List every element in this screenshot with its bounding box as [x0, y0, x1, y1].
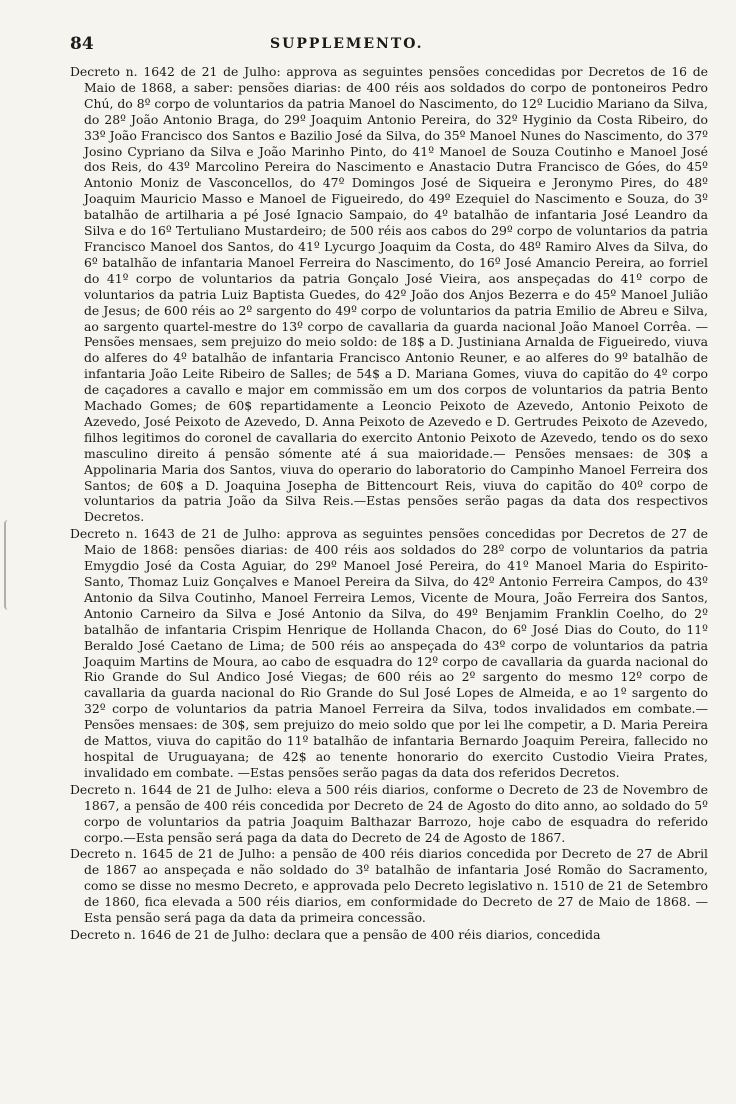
running-head: SUPPLEMENTO.: [270, 36, 424, 52]
decree-entry: Decreto n. 1642 de 21 de Julho: approva as seguintes pensões concedidas por Decretos de 16 de Maio de 1868, a saber: pensões diarias: de 400 réis aos soldados do corpo de pontoneiros Pedro Chú, do 8º corpo de voluntarios da patria Manoel do Nascimento, do 12º Lucidio Mariano da Silva, do 28º João Antonio Braga, do 29º Joaquim Antonio Pereira, do 32º Hyginio da Costa Ribeiro, do 33º João Francisco dos Santos e Bazilio José da Silva, do 35º Manoel Nunes do Nascimento, do 37º Josino Cypriano da Silva e João Marinho Pinto, do 41º Manoel de Souza Coutinho e Manoel José dos Reis, do 43º Marcolino Pereira do Nascimento e Anastacio Dutra Francisco de Góes, do 45º Antonio Moniz de Vasconcellos, do 47º Domingos José de Siqueira e Jeronymo Pires, do 48º Joaquim Mauricio Masso e Manoel de Figueiredo, do 49º Ezequiel do Nascimento e Souza, do 3º batalhão de artilharia a pé José Ignacio Sampaio, do 4º batalhão de infantaria José Leandro da Silva e do 16º Tertuliano Mustardeiro; de 500 réis aos cabos do 29º corpo de voluntarios da patria Francisco Manoel dos Santos, do 41º Lycurgo Joaquim da Costa, do 48º Ramiro Alves da Silva, do 6º batalhão de infantaria Manoel Ferreira do Nascimento, do 16º José Amancio Pereira, ao forriel do 41º corpo de voluntarios da patria Gonçalo José Vieira, aos anspeçadas do 41º corpo de voluntarios da patria Luiz Baptista Guedes, do 42º João dos Anjos Bezerra e do 45º Manoel Julião de Jesus; de 600 réis ao 2º sargento do 49º corpo de voluntarios da patria Emilio de Abreu e Silva, ao sargento quartel-mestre do 13º corpo de cavallaria da guarda nacional João Manoel Corrêa. —Pensões mensaes, sem prejuizo do meio soldo: de 18$ a D. Justiniana Arnalda de Figueiredo, viuva do alferes do 4º batalhão de infantaria Francisco Antonio Reuner, e ao alferes do 9º batalhão de infantaria João Leite Ribeiro de Salles; de 54$ a D. Mariana Gomes, viuva do capitão do 4º corpo de caçadores a cavallo e major em commissão em um dos corpos de voluntarios da patria Bento Machado Gomes; de 60$ repartidamente a Leoncio Peixoto de Azevedo, Antonio Peixoto de Azevedo, José Peixoto de Azevedo, D. Anna Peixoto de Azevedo e D. Gertrudes Peixoto de Azevedo, filhos legitimos do coronel de cavallaria do exercito Antonio Peixoto de Azevedo, tendo os do sexo masculino direito á pensão sómente até á sua maioridade.— Pensões mensaes: de 30$ a Appolinaria Maria dos Santos, viuva do operario do laboratorio do Campinho Manoel Ferreira dos Santos; de 60$ a D. Joaquina Josepha de Bittencourt Reis, viuva do capitão do 40º corpo de voluntarios da patria João da Silva Reis.—Estas pensões serão pagas da data dos respectivos Decretos.: [70, 64, 708, 525]
page-edge-mark: [4, 520, 20, 610]
decree-entry: Decreto n. 1644 de 21 de Julho: eleva a 500 réis diarios, conforme o Decreto de 23 de Novembro de 1867, a pensão de 400 réis concedida por Decreto de 24 de Agosto do dito anno, ao soldado do 5º corpo de voluntarios da patria Joaquim Balthazar Barrozo, hoje cabo de esquadra do referido corpo.—Esta pensão será paga da data do Decreto de 24 de Agosto de 1867.: [70, 781, 708, 845]
page-header: [70, 34, 708, 58]
decree-list: [70, 64, 708, 943]
decree-entry: Decreto n. 1643 de 21 de Julho: approva as seguintes pensões concedidas por Decretos de 27 de Maio de 1868: pensões diarias: de 400 réis aos soldados do 28º corpo de voluntarios da patria Emygdio José da Costa Aguiar, do 29º Manoel José Pereira, do 41º Manoel Maria do Espirito-Santo, Thomaz Luiz Gonçalves e Manoel Pereira da Silva, do 42º Antonio Ferreira Campos, do 43º Antonio da Silva Coutinho, Manoel Ferreira Lemos, Vicente de Moura, João Ferreira dos Santos, Antonio Carneiro da Silva e José Antonio da Silva, do 49º Benjamim Franklin Coelho, do 2º batalhão de infantaria Crispim Henrique de Hollanda Chacon, do 6º José Dias do Couto, do 11º Beraldo José Caetano de Lima; de 500 réis ao anspeçada do 43º corpo de voluntarios da patria Joaquim Martins de Moura, ao cabo de esquadra do 12º corpo de cavallaria da guarda nacional do Rio Grande do Sul Andico José Viegas; de 600 réis ao 2º sargento do mesmo 12º corpo de cavallaria da guarda nacional do Rio Grande do Sul José Lopes de Almeida, e ao 1º sargento do 32º corpo de voluntarios da patria Manoel Ferreira da Silva, todos invalidados em combate.—Pensões mensaes: de 30$, sem prejuizo do meio soldo que por lei lhe competir, a D. Maria Pereira de Mattos, viuva do capitão do 11º batalhão de infantaria Bernardo Joaquim Pereira, fallecido no hospital de Uruguayana; de 42$ ao tenente honorario do exercito Custodio Vieira Prates, invalidado em combate. —Estas pensões serão pagas da data dos referidos Decretos.: [70, 526, 708, 780]
page-number: 84: [70, 34, 94, 54]
decree-entry: Decreto n. 1646 de 21 de Julho: declara que a pensão de 400 réis diarios, concedida: [70, 926, 601, 942]
decree-entry: Decreto n. 1645 de 21 de Julho: a pensão de 400 réis diarios concedida por Decreto de 27 de Abril de 1867 ao anspeçada e não soldado do 3º batalhão de infantaria José Romão do Sacramento, como se disse no mesmo Decreto, e approvada pelo Decreto legislativo n. 1510 de 21 de Setembro de 1860, fica elevada a 500 réis diarios, em conformidade do Decreto de 27 de Maio de 1868. —Esta pensão será paga da data da primeira concessão.: [70, 846, 708, 926]
